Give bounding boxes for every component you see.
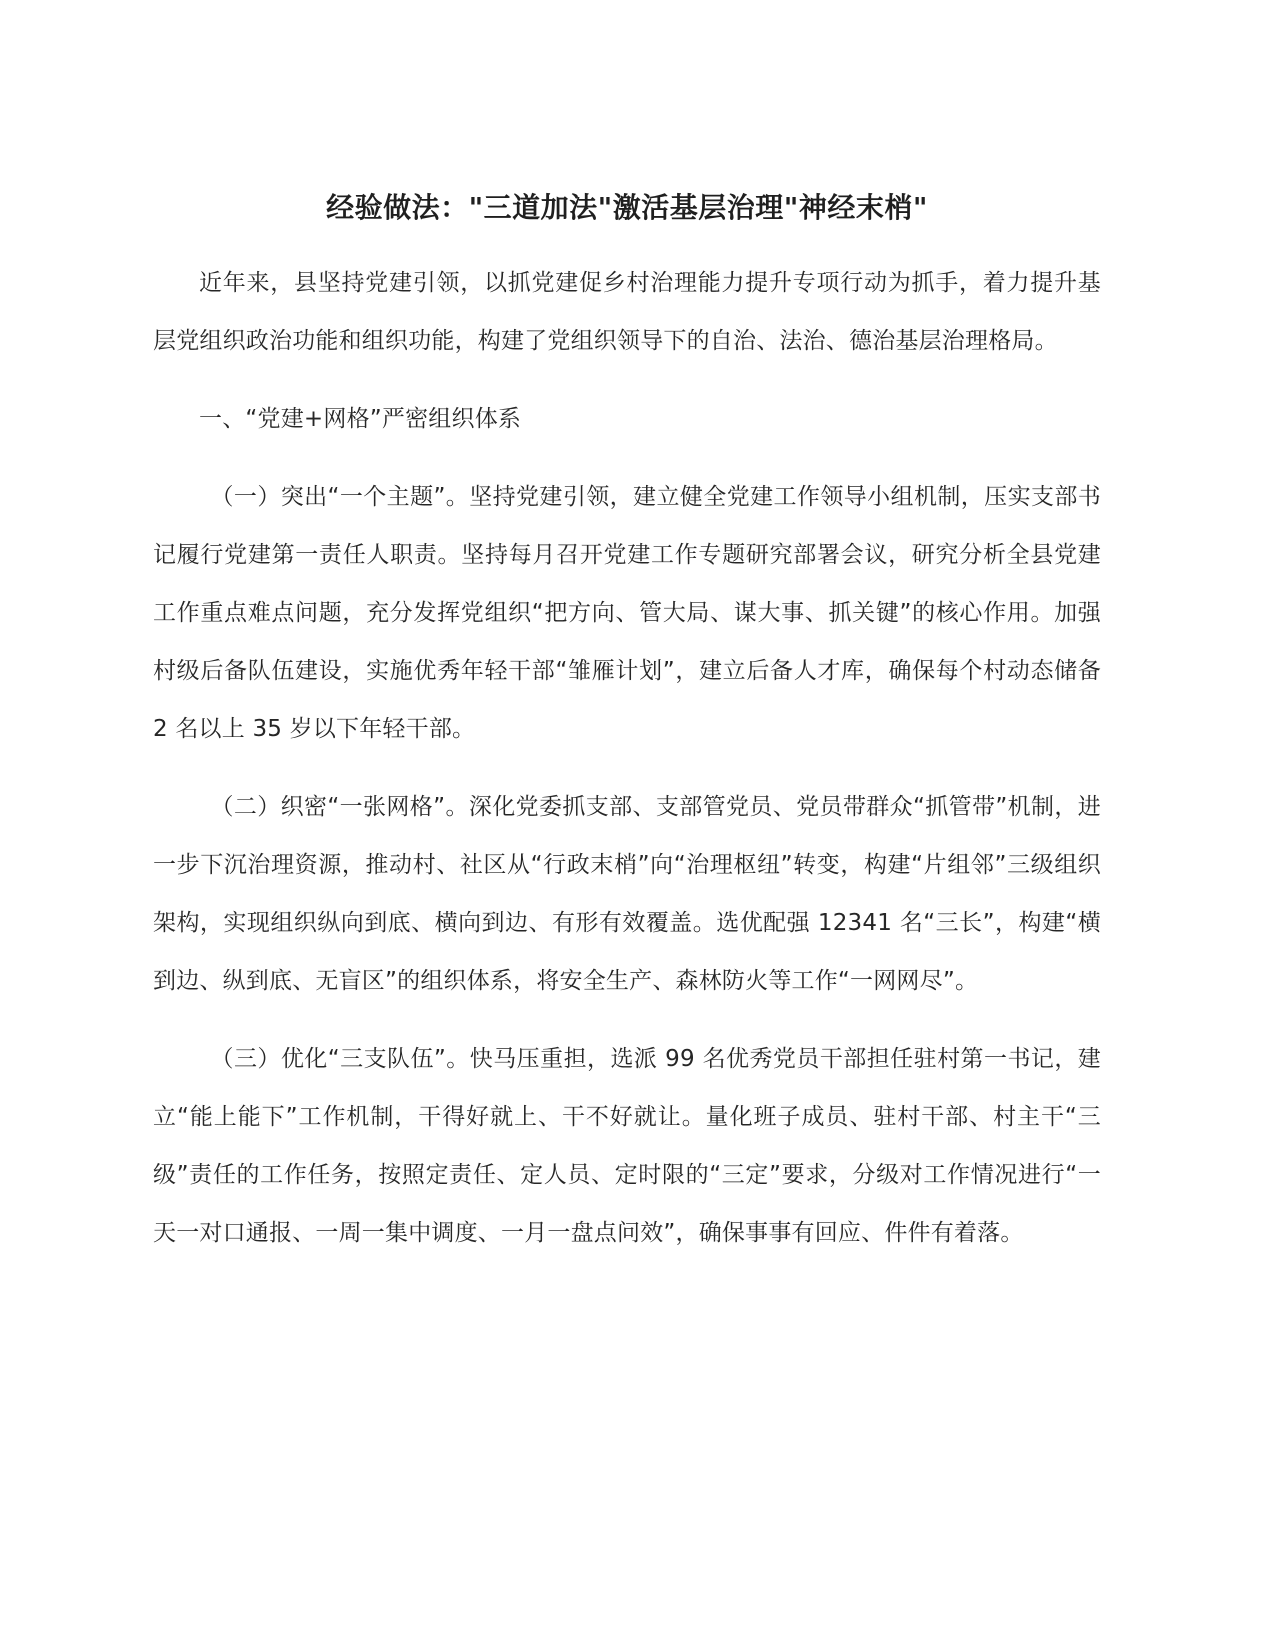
- section-item-2: （二）织密“一张网格”。深化党委抓支部、支部管党员、党员带群众“抓管带”机制，进一步下沉治理资源，推动村、社区从“行政末梢”向“治理枢纽”转变，构建“片组邻”三级组织架构，实现组织纵向到底、横向到边、有形有效覆盖。选优配强 12341 名“三长”，构建“横到边、纵到底、无盲区”的组织体系，将安全生产、森林防火等工作“一网网尽”。: [153, 794, 1101, 994]
- document-title: 经验做法："三道加法"激活基层治理"神经末梢": [326, 191, 928, 224]
- document-body: [153, 188, 1101, 1262]
- intro-paragraph: 近年来，县坚持党建引领，以抓党建促乡村治理能力提升专项行动为抓手，着力提升基层党组织政治功能和组织功能，构建了党组织领导下的自治、法治、德治基层治理格局。: [153, 270, 1101, 354]
- section-item-3: （三）优化“三支队伍”。快马压重担，选派 99 名优秀党员干部担任驻村第一书记，建立“能上能下”工作机制，干得好就上、干不好就让。量化班子成员、驻村干部、村主干“三级”责任的工作任务，按照定责任、定人员、定时限的“三定”要求，分级对工作情况进行“一天一对口通报、一周一集中调度、一月一盘点问效”，确保事事有回应、件件有着落。: [153, 1046, 1101, 1246]
- section-heading: 一、“党建+网格”严密组织体系: [199, 406, 522, 432]
- section-item-1: （一）突出“一个主题”。坚持党建引领，建立健全党建工作领导小组机制，压实支部书记履行党建第一责任人职责。坚持每月召开党建工作专题研究部署会议，研究分析全县党建工作重点难点问题，充分发挥党组织“把方向、管大局、谋大事、抓关键”的核心作用。加强村级后备队伍建设，实施优秀年轻干部“雏雁计划”，建立后备人才库，确保每个村动态储备 2 名以上 35 岁以下年轻干部。: [153, 484, 1101, 742]
